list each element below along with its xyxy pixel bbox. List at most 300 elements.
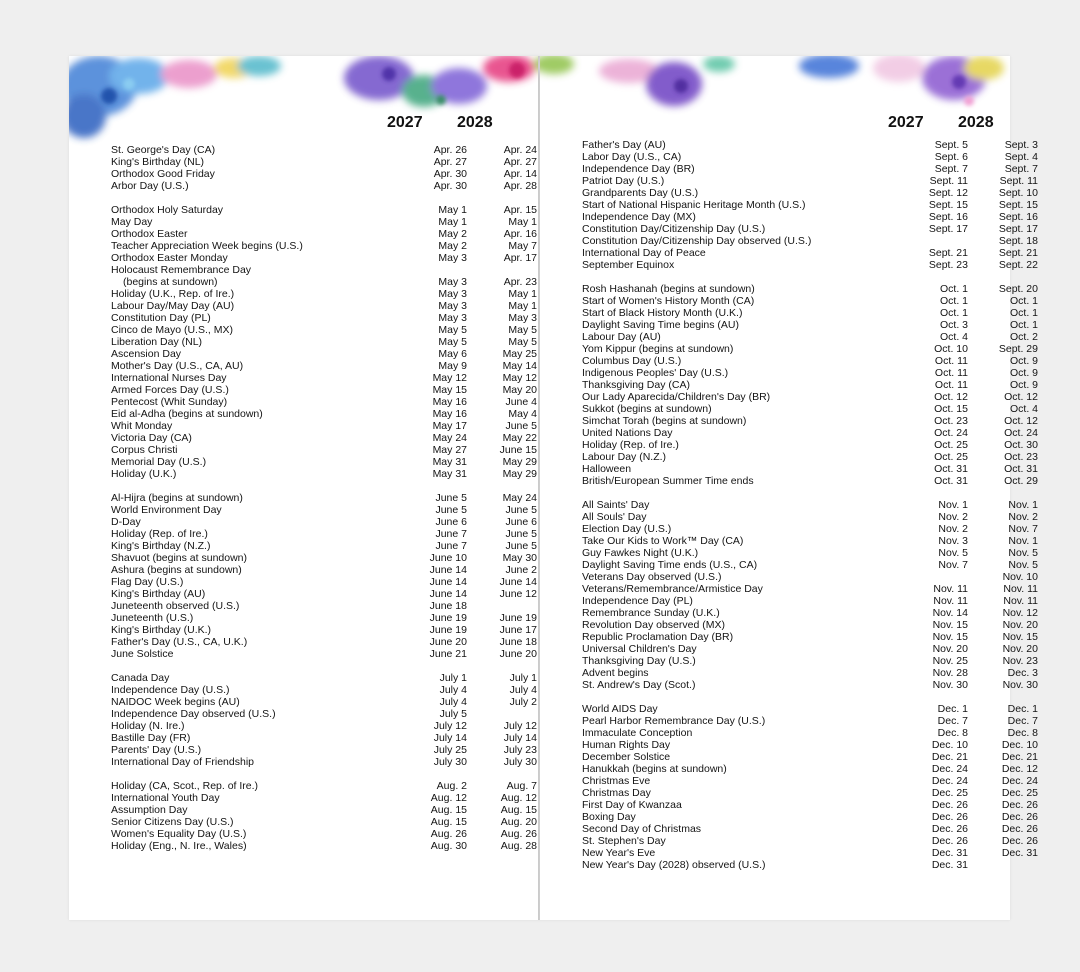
date-year-2: Nov. 5 [1008, 559, 1038, 571]
holiday-name: International Day of Friendship [111, 756, 254, 768]
date-year-1: May 31 [432, 456, 467, 468]
holiday-row [582, 367, 1038, 379]
holiday-name: Start of Women's History Month (CA) [582, 295, 755, 307]
holiday-row [582, 451, 1038, 463]
holiday-name: International Youth Day [111, 792, 220, 804]
year-header-2: 2028 [457, 114, 493, 131]
date-year-1: Sept. 21 [928, 247, 968, 259]
holiday-name: December Solstice [582, 751, 671, 763]
date-year-1: Nov. 2 [938, 511, 968, 523]
date-year-1: July 4 [439, 684, 467, 696]
date-year-1: Sept. 16 [928, 211, 968, 223]
date-year-1: May 16 [432, 408, 467, 420]
holiday-row [582, 799, 1038, 811]
holiday-name: Shavuot (begins at sundown) [111, 552, 248, 564]
date-year-2: Oct. 9 [1009, 355, 1038, 367]
date-year-2: Dec. 8 [1007, 727, 1038, 739]
holiday-name: Holiday (U.K., Rep. of Ire.) [111, 288, 235, 300]
holiday-row [111, 180, 537, 192]
holiday-row [111, 756, 537, 768]
date-year-1: May 3 [438, 312, 467, 324]
holiday-row [582, 139, 1038, 151]
holiday-name: NAIDOC Week begins (AU) [111, 696, 240, 708]
date-year-1: Nov. 5 [938, 547, 968, 559]
holiday-name: All Saints' Day [582, 499, 650, 511]
holiday-row [582, 151, 1038, 163]
holiday-row [111, 372, 537, 384]
date-year-2: Apr. 24 [503, 144, 537, 156]
date-year-2: June 5 [505, 504, 537, 516]
holiday-name: Hanukkah (begins at sundown) [582, 763, 727, 775]
holiday-row [111, 612, 537, 624]
date-year-2: Sept. 7 [1004, 163, 1038, 175]
holiday-name: Juneteenth observed (U.S.) [111, 600, 240, 612]
date-year-2: July 1 [509, 672, 537, 684]
date-year-2: June 20 [499, 648, 537, 660]
date-year-2: Oct. 24 [1004, 427, 1038, 439]
holiday-row [111, 240, 537, 252]
date-year-2: June 6 [505, 516, 537, 528]
holiday-row [582, 259, 1038, 271]
date-year-1: Dec. 26 [931, 799, 968, 811]
date-year-2: June 12 [499, 588, 537, 600]
date-year-1: Dec. 24 [931, 763, 968, 775]
holiday-name: St. George's Day (CA) [111, 144, 216, 156]
date-year-2: Nov. 5 [1008, 547, 1038, 559]
date-year-2: June 19 [499, 612, 537, 624]
holiday-row [582, 511, 1038, 523]
holiday-name: Juneteenth (U.S.) [111, 612, 194, 624]
holiday-name: Thanksgiving Day (CA) [582, 379, 690, 391]
holiday-name: Holiday (Rep. of Ire.) [582, 439, 679, 451]
holiday-name: Veterans Day observed (U.S.) [582, 571, 722, 583]
holiday-row [111, 312, 537, 324]
date-year-1: Sept. 7 [934, 163, 968, 175]
holiday-name: Canada Day [111, 672, 170, 684]
date-year-1: June 18 [429, 600, 467, 612]
date-year-1: June 5 [435, 492, 467, 504]
holiday-row [582, 667, 1038, 679]
holiday-row [582, 787, 1038, 799]
date-year-2: May 1 [508, 300, 537, 312]
date-year-1: June 7 [435, 540, 467, 552]
date-year-2: Oct. 1 [1009, 295, 1038, 307]
date-year-2: Sept. 10 [998, 187, 1038, 199]
holiday-name: World AIDS Day [582, 703, 658, 715]
date-year-2: Nov. 10 [1002, 571, 1038, 583]
holiday-row [582, 607, 1038, 619]
holiday-row [582, 775, 1038, 787]
planner-spread [69, 56, 1038, 920]
date-year-2: Nov. 12 [1002, 607, 1038, 619]
holiday-name: Grandparents Day (U.S.) [582, 187, 699, 199]
date-year-2: June 14 [499, 576, 537, 588]
date-year-1: Dec. 21 [931, 751, 968, 763]
date-year-2: Oct. 1 [1009, 307, 1038, 319]
holiday-name: Boxing Day [582, 811, 636, 823]
holiday-name: King's Birthday (U.K.) [111, 624, 212, 636]
date-year-1: Aug. 15 [430, 804, 467, 816]
date-year-2: Nov. 11 [1003, 583, 1038, 595]
holiday-row [582, 235, 1038, 247]
date-year-1: Nov. 11 [933, 595, 968, 607]
holiday-name: First Day of Kwanzaa [582, 799, 682, 811]
holiday-row [111, 348, 537, 360]
holiday-row [111, 720, 537, 732]
holiday-name: Universal Children's Day [582, 643, 697, 655]
date-year-1: May 9 [438, 360, 467, 372]
holiday-name: Labour Day/May Day (AU) [111, 300, 235, 312]
date-year-1: June 21 [429, 648, 467, 660]
date-year-2: Oct. 1 [1009, 319, 1038, 331]
holiday-name: Republic Proclamation Day (BR) [582, 631, 734, 643]
holiday-name: Victoria Day (CA) [111, 432, 192, 444]
date-year-2: Nov. 20 [1002, 619, 1038, 631]
date-year-1: July 12 [433, 720, 467, 732]
holiday-row [111, 588, 537, 600]
holiday-row [582, 391, 1038, 403]
date-year-1: Nov. 25 [932, 655, 968, 667]
date-year-2: Apr. 23 [503, 276, 537, 288]
holiday-name: Orthodox Easter [111, 228, 188, 240]
holiday-row [111, 216, 537, 228]
holiday-row [582, 295, 1038, 307]
date-year-1: May 27 [432, 444, 467, 456]
date-year-1: May 31 [432, 468, 467, 480]
date-year-1: Nov. 1 [938, 499, 968, 511]
date-year-1: July 14 [433, 732, 467, 744]
holiday-row [111, 276, 537, 288]
holiday-row [111, 696, 537, 708]
date-year-1: May 2 [438, 240, 467, 252]
holiday-row [111, 552, 537, 564]
holiday-row [582, 415, 1038, 427]
holiday-row [582, 727, 1038, 739]
holiday-name: Father's Day (AU) [582, 139, 666, 151]
holiday-row [582, 187, 1038, 199]
holiday-name: Start of National Hispanic Heritage Month (U.S.) [582, 199, 806, 211]
holiday-name: Election Day (U.S.) [582, 523, 672, 535]
date-year-2: Nov. 30 [1002, 679, 1038, 691]
date-year-1: Nov. 3 [938, 535, 968, 547]
date-year-1: Nov. 7 [938, 559, 968, 571]
date-year-1: May 24 [432, 432, 467, 444]
holiday-name: Memorial Day (U.S.) [111, 456, 207, 468]
date-year-1: Aug. 30 [430, 840, 467, 852]
date-year-1: May 16 [432, 396, 467, 408]
date-year-1: May 1 [438, 204, 467, 216]
date-year-1: Aug. 12 [430, 792, 467, 804]
holiday-name: June Solstice [111, 648, 174, 660]
holiday-row [582, 319, 1038, 331]
holiday-name: Assumption Day [111, 804, 188, 816]
date-year-1: Oct. 15 [934, 403, 968, 415]
date-year-2: July 30 [503, 756, 537, 768]
date-year-2: Dec. 26 [1001, 811, 1038, 823]
date-year-2: July 12 [503, 720, 537, 732]
holiday-name: Liberation Day (NL) [111, 336, 203, 348]
date-year-2: July 23 [503, 744, 537, 756]
holiday-name: Holiday (U.K.) [111, 468, 177, 480]
date-year-1: Oct. 25 [934, 451, 968, 463]
holiday-name: Labour Day (N.Z.) [582, 451, 667, 463]
holiday-name: Mother's Day (U.S., CA, AU) [111, 360, 244, 372]
holiday-row [111, 516, 537, 528]
holiday-row [582, 379, 1038, 391]
date-year-1: Oct. 11 [934, 379, 968, 391]
holiday-name: Start of Black History Month (U.K.) [582, 307, 743, 319]
date-year-2: Oct. 23 [1004, 451, 1038, 463]
date-year-2: Dec. 12 [1001, 763, 1038, 775]
holiday-row [582, 715, 1038, 727]
date-year-2: Aug. 20 [500, 816, 537, 828]
holiday-name: New Year's Eve [582, 847, 656, 859]
date-year-2: May 7 [508, 240, 537, 252]
holiday-name: United Nations Day [582, 427, 673, 439]
holiday-name: Take Our Kids to Work™ Day (CA) [582, 535, 744, 547]
date-year-1: Oct. 24 [934, 427, 968, 439]
holiday-row [111, 324, 537, 336]
holiday-name: (begins at sundown) [123, 276, 218, 288]
holiday-name: Ashura (begins at sundown) [111, 564, 242, 576]
date-year-1: Nov. 20 [932, 643, 968, 655]
holiday-name: Veterans/Remembrance/Armistice Day [582, 583, 763, 595]
holiday-name: Human Rights Day [582, 739, 671, 751]
date-year-1: Sept. 23 [928, 259, 968, 271]
date-year-1: Oct. 11 [934, 367, 968, 379]
date-year-2: June 17 [499, 624, 537, 636]
date-year-2: May 22 [502, 432, 537, 444]
holiday-name: May Day [111, 216, 153, 228]
holiday-row [111, 840, 537, 852]
holiday-row [582, 547, 1038, 559]
holiday-name: Constitution Day/Citizenship Day (U.S.) [582, 223, 766, 235]
date-year-1: Nov. 15 [932, 619, 968, 631]
holiday-name: British/European Summer Time ends [582, 475, 754, 487]
holiday-name: Parents' Day (U.S.) [111, 744, 202, 756]
holiday-name: Daylight Saving Time ends (U.S., CA) [582, 559, 758, 571]
holiday-name: Daylight Saving Time begins (AU) [582, 319, 739, 331]
holiday-name: King's Birthday (AU) [111, 588, 206, 600]
date-year-2: Sept. 4 [1004, 151, 1038, 163]
holiday-row [582, 175, 1038, 187]
date-year-1: May 6 [438, 348, 467, 360]
date-year-1: Nov. 15 [932, 631, 968, 643]
holiday-name: Sukkot (begins at sundown) [582, 403, 712, 415]
holiday-name: Eid al-Adha (begins at sundown) [111, 408, 263, 420]
holiday-name: Women's Equality Day (U.S.) [111, 828, 247, 840]
holiday-row [582, 703, 1038, 715]
date-year-1: Dec. 8 [937, 727, 968, 739]
holiday-row [582, 523, 1038, 535]
holiday-row [111, 468, 537, 480]
holiday-name: King's Birthday (N.Z.) [111, 540, 211, 552]
holiday-row [582, 439, 1038, 451]
date-year-2: May 14 [502, 360, 537, 372]
holiday-name: Our Lady Aparecida/Children's Day (BR) [582, 391, 771, 403]
holiday-row [582, 403, 1038, 415]
date-year-2: May 1 [508, 216, 537, 228]
holiday-name: Christmas Day [582, 787, 651, 799]
holiday-name: Arbor Day (U.S.) [111, 180, 189, 192]
holiday-name: All Souls' Day [582, 511, 647, 523]
holiday-name: King's Birthday (NL) [111, 156, 205, 168]
date-year-2: Dec. 24 [1001, 775, 1038, 787]
date-year-1: July 30 [433, 756, 467, 768]
date-year-1: June 14 [429, 576, 467, 588]
date-year-1: June 19 [429, 612, 467, 624]
holiday-row [582, 763, 1038, 775]
date-year-1: June 6 [435, 516, 467, 528]
date-year-1: Dec. 10 [931, 739, 968, 751]
date-year-1: June 19 [429, 624, 467, 636]
date-year-2: May 30 [502, 552, 537, 564]
date-year-2: July 14 [503, 732, 537, 744]
date-year-1: Oct. 12 [934, 391, 968, 403]
date-year-2: June 15 [499, 444, 537, 456]
date-year-1: May 3 [438, 288, 467, 300]
holiday-name: Orthodox Holy Saturday [111, 204, 224, 216]
holiday-row [582, 463, 1038, 475]
holiday-row [111, 600, 501, 612]
holiday-row [582, 475, 1038, 487]
date-year-2: Aug. 7 [506, 780, 537, 792]
date-year-2: Apr. 28 [503, 180, 537, 192]
holiday-row [111, 456, 537, 468]
date-year-2: Dec. 3 [1007, 667, 1038, 679]
holiday-row [111, 444, 537, 456]
date-year-1: June 14 [429, 564, 467, 576]
holiday-row [582, 331, 1038, 343]
date-year-2: Oct. 12 [1004, 415, 1038, 427]
date-year-1: Oct. 4 [939, 331, 968, 343]
date-year-1: Oct. 23 [934, 415, 968, 427]
date-year-1: July 5 [439, 708, 467, 720]
holiday-row [111, 168, 537, 180]
date-year-2: Oct. 9 [1009, 367, 1038, 379]
date-year-2: Dec. 26 [1001, 799, 1038, 811]
date-year-2: Apr. 27 [503, 156, 537, 168]
holiday-row [111, 744, 537, 756]
date-year-2: Dec. 31 [1001, 847, 1038, 859]
holiday-row [582, 427, 1038, 439]
date-year-1: May 1 [438, 216, 467, 228]
date-year-2: Oct. 29 [1004, 475, 1038, 487]
date-year-1: Dec. 26 [931, 823, 968, 835]
date-year-1: Oct. 1 [939, 295, 968, 307]
date-year-2: June 4 [505, 396, 537, 408]
holiday-row [111, 828, 537, 840]
date-year-2: May 5 [508, 324, 537, 336]
date-year-1: Nov. 14 [932, 607, 968, 619]
holiday-name: International Nurses Day [111, 372, 227, 384]
date-year-2: June 5 [505, 420, 537, 432]
holiday-name: Independence Day (MX) [582, 211, 696, 223]
date-year-1: June 20 [429, 636, 467, 648]
holiday-name: Labour Day (AU) [582, 331, 661, 343]
holiday-row [111, 804, 537, 816]
date-year-1: May 3 [438, 300, 467, 312]
date-year-2: July 2 [509, 696, 537, 708]
date-year-2: June 2 [505, 564, 537, 576]
date-year-2: Apr. 14 [503, 168, 537, 180]
date-year-2: May 24 [502, 492, 537, 504]
holiday-name: Constitution Day/Citizenship Day observed (U.S.) [582, 235, 812, 247]
holiday-row [111, 504, 537, 516]
holiday-row [111, 156, 537, 168]
holiday-name: St. Andrew's Day (Scot.) [582, 679, 696, 691]
holiday-row [582, 535, 1038, 547]
date-year-2: Aug. 28 [500, 840, 537, 852]
holiday-name: Constitution Day (PL) [111, 312, 211, 324]
date-year-2: Sept. 20 [998, 283, 1038, 295]
holiday-name: Independence Day (PL) [582, 595, 693, 607]
date-year-1: Sept. 15 [928, 199, 968, 211]
holiday-name: Yom Kippur (begins at sundown) [582, 343, 734, 355]
holiday-row [582, 835, 1038, 847]
date-year-2: Oct. 2 [1009, 331, 1038, 343]
date-year-1: May 5 [438, 336, 467, 348]
holiday-name: Holiday (Rep. of Ire.) [111, 528, 208, 540]
date-year-2: Nov. 2 [1008, 511, 1038, 523]
date-year-1: Dec. 26 [931, 835, 968, 847]
holiday-name: Guy Fawkes Night (U.K.) [582, 547, 699, 559]
date-year-1: Dec. 31 [931, 847, 968, 859]
date-year-1: Oct. 1 [939, 307, 968, 319]
holiday-name: Senior Citizens Day (U.S.) [111, 816, 234, 828]
holiday-row [111, 204, 537, 216]
holiday-row [582, 571, 1038, 583]
holiday-row [111, 432, 537, 444]
holiday-name: Flag Day (U.S.) [111, 576, 184, 588]
date-year-2: Aug. 12 [500, 792, 537, 804]
date-year-1: Sept. 5 [934, 139, 968, 151]
date-year-1: Dec. 1 [937, 703, 968, 715]
holiday-row [111, 396, 537, 408]
date-year-1: Nov. 11 [933, 583, 968, 595]
holiday-row [582, 499, 1038, 511]
date-year-2: Oct. 31 [1004, 463, 1038, 475]
date-year-2: Apr. 17 [503, 252, 537, 264]
date-year-2: May 3 [508, 312, 537, 324]
date-year-2: Oct. 30 [1004, 439, 1038, 451]
date-year-2: Sept. 17 [998, 223, 1038, 235]
holiday-row [111, 528, 537, 540]
holiday-row [582, 847, 1038, 859]
holiday-name: Holiday (CA, Scot., Rep. of Ire.) [111, 780, 259, 792]
date-year-1: Dec. 25 [931, 787, 968, 799]
date-year-1: June 14 [429, 588, 467, 600]
holiday-row [582, 679, 1038, 691]
date-year-2: Dec. 7 [1007, 715, 1038, 727]
date-year-2: Dec. 26 [1001, 835, 1038, 847]
holiday-row [111, 648, 537, 660]
date-year-1: Apr. 30 [433, 180, 467, 192]
holiday-row [582, 643, 1038, 655]
date-year-1: Dec. 31 [931, 859, 968, 871]
holiday-name: Second Day of Christmas [582, 823, 702, 835]
date-year-2: May 4 [508, 408, 537, 420]
holiday-name: New Year's Day (2028) observed (U.S.) [582, 859, 766, 871]
holiday-name: Thanksgiving Day (U.S.) [582, 655, 696, 667]
date-year-1: May 3 [438, 276, 467, 288]
date-year-1: Apr. 30 [433, 168, 467, 180]
holiday-name: Father's Day (U.S., CA, U.K.) [111, 636, 248, 648]
holiday-row [111, 336, 537, 348]
holiday-row [582, 211, 1038, 223]
date-year-1: Sept. 11 [929, 175, 968, 187]
date-year-1: Oct. 10 [934, 343, 968, 355]
